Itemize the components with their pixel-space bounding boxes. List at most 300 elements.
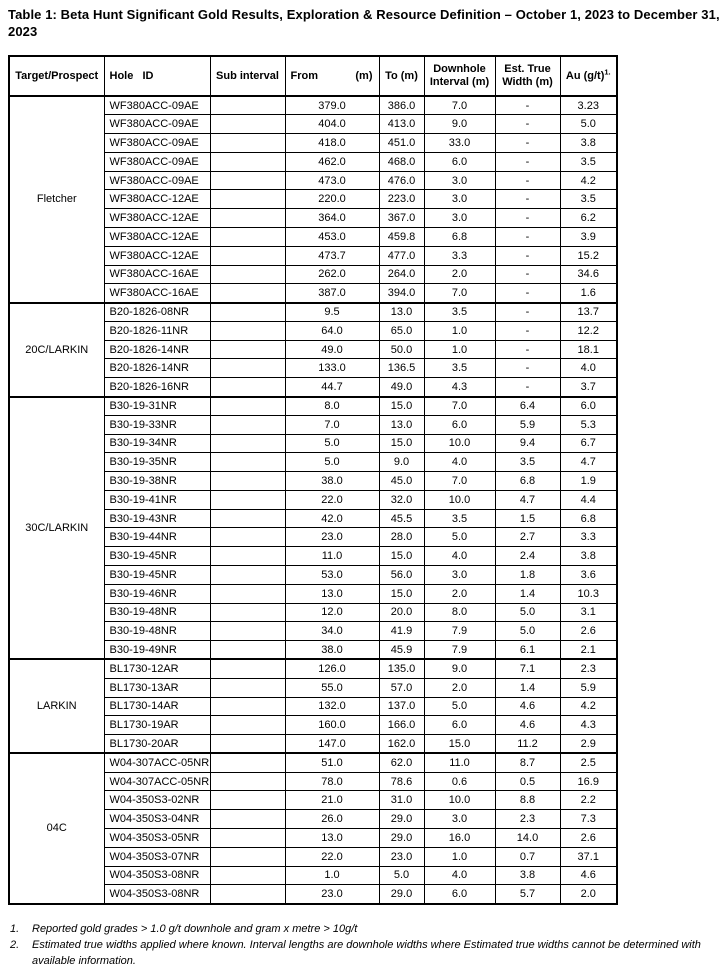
- cell-au: 3.8: [560, 547, 617, 566]
- cell-to: 135.0: [379, 659, 424, 678]
- cell-downhole-interval: 10.0: [424, 791, 495, 810]
- cell-sub-interval: [210, 566, 285, 585]
- cell-to: 29.0: [379, 810, 424, 829]
- cell-est-true-width: -: [495, 134, 560, 153]
- cell-sub-interval: [210, 303, 285, 322]
- cell-au: 3.9: [560, 227, 617, 246]
- header-to: To (m): [379, 56, 424, 96]
- cell-downhole-interval: 1.0: [424, 847, 495, 866]
- cell-downhole-interval: 3.5: [424, 509, 495, 528]
- cell-hole-id: WF380ACC-09AE: [104, 171, 210, 190]
- cell-hole-id: WF380ACC-12AE: [104, 246, 210, 265]
- cell-est-true-width: 5.0: [495, 603, 560, 622]
- cell-downhole-interval: 11.0: [424, 753, 495, 772]
- cell-downhole-interval: 7.0: [424, 96, 495, 115]
- header-downhole-interval: Downhole Interval (m): [424, 56, 495, 96]
- cell-hole-id: B20-1826-08NR: [104, 303, 210, 322]
- cell-from: 133.0: [285, 359, 379, 378]
- cell-hole-id: WF380ACC-12AE: [104, 190, 210, 209]
- cell-sub-interval: [210, 847, 285, 866]
- cell-to: 45.0: [379, 472, 424, 491]
- footnote-2: [10, 937, 718, 969]
- cell-au: 7.3: [560, 810, 617, 829]
- cell-downhole-interval: 7.0: [424, 397, 495, 416]
- cell-downhole-interval: 9.0: [424, 659, 495, 678]
- cell-downhole-interval: 3.0: [424, 190, 495, 209]
- cell-from: 34.0: [285, 622, 379, 641]
- cell-to: 45.5: [379, 509, 424, 528]
- cell-to: 20.0: [379, 603, 424, 622]
- cell-to: 9.0: [379, 453, 424, 472]
- cell-est-true-width: 2.7: [495, 528, 560, 547]
- cell-downhole-interval: 10.0: [424, 434, 495, 453]
- cell-to: 62.0: [379, 753, 424, 772]
- cell-from: 13.0: [285, 828, 379, 847]
- cell-hole-id: B30-19-46NR: [104, 584, 210, 603]
- footnote-number: 1.: [10, 923, 20, 935]
- cell-hole-id: BL1730-14AR: [104, 697, 210, 716]
- cell-au: 2.2: [560, 791, 617, 810]
- cell-sub-interval: [210, 791, 285, 810]
- cell-au: 6.2: [560, 209, 617, 228]
- cell-downhole-interval: 10.0: [424, 490, 495, 509]
- cell-downhole-interval: 33.0: [424, 134, 495, 153]
- cell-est-true-width: 6.8: [495, 472, 560, 491]
- cell-est-true-width: -: [495, 190, 560, 209]
- cell-to: 29.0: [379, 828, 424, 847]
- cell-sub-interval: [210, 735, 285, 754]
- cell-au: 3.7: [560, 378, 617, 397]
- cell-from: 64.0: [285, 321, 379, 340]
- cell-hole-id: WF380ACC-12AE: [104, 227, 210, 246]
- cell-sub-interval: [210, 152, 285, 171]
- cell-from: 9.5: [285, 303, 379, 322]
- cell-hole-id: W04-350S3-08NR: [104, 866, 210, 885]
- cell-est-true-width: -: [495, 340, 560, 359]
- cell-downhole-interval: 16.0: [424, 828, 495, 847]
- cell-downhole-interval: 8.0: [424, 603, 495, 622]
- cell-to: 56.0: [379, 566, 424, 585]
- cell-downhole-interval: 6.0: [424, 885, 495, 904]
- cell-to: 15.0: [379, 397, 424, 416]
- cell-sub-interval: [210, 190, 285, 209]
- cell-sub-interval: [210, 340, 285, 359]
- cell-from: 21.0: [285, 791, 379, 810]
- cell-au: 2.3: [560, 659, 617, 678]
- table-row: [9, 659, 617, 678]
- cell-sub-interval: [210, 415, 285, 434]
- cell-au: 6.8: [560, 509, 617, 528]
- results-table: [8, 55, 618, 905]
- cell-to: 15.0: [379, 434, 424, 453]
- cell-sub-interval: [210, 246, 285, 265]
- cell-au: 1.9: [560, 472, 617, 491]
- cell-from: 404.0: [285, 115, 379, 134]
- cell-sub-interval: [210, 622, 285, 641]
- cell-sub-interval: [210, 603, 285, 622]
- cell-to: 15.0: [379, 547, 424, 566]
- cell-hole-id: WF380ACC-12AE: [104, 209, 210, 228]
- cell-hole-id: B30-19-31NR: [104, 397, 210, 416]
- cell-to: 5.0: [379, 866, 424, 885]
- cell-est-true-width: -: [495, 321, 560, 340]
- cell-to: 49.0: [379, 378, 424, 397]
- cell-downhole-interval: 5.0: [424, 697, 495, 716]
- cell-from: 42.0: [285, 509, 379, 528]
- cell-to: 41.9: [379, 622, 424, 641]
- cell-downhole-interval: 7.0: [424, 284, 495, 303]
- cell-to: 45.9: [379, 641, 424, 660]
- cell-au: 4.2: [560, 171, 617, 190]
- cell-from: 379.0: [285, 96, 379, 115]
- cell-est-true-width: 1.8: [495, 566, 560, 585]
- cell-from: 453.0: [285, 227, 379, 246]
- cell-au: 5.0: [560, 115, 617, 134]
- header-row: [9, 56, 617, 96]
- cell-sub-interval: [210, 584, 285, 603]
- cell-sub-interval: [210, 171, 285, 190]
- cell-downhole-interval: 4.3: [424, 378, 495, 397]
- cell-au: 4.0: [560, 359, 617, 378]
- cell-from: 38.0: [285, 472, 379, 491]
- cell-downhole-interval: 3.0: [424, 810, 495, 829]
- cell-to: 50.0: [379, 340, 424, 359]
- cell-au: 16.9: [560, 772, 617, 791]
- cell-sub-interval: [210, 509, 285, 528]
- cell-au: 18.1: [560, 340, 617, 359]
- cell-from: 44.7: [285, 378, 379, 397]
- cell-sub-interval: [210, 134, 285, 153]
- cell-from: 132.0: [285, 697, 379, 716]
- cell-est-true-width: 1.4: [495, 584, 560, 603]
- cell-est-true-width: 5.9: [495, 415, 560, 434]
- cell-to: 166.0: [379, 716, 424, 735]
- cell-au: 3.23: [560, 96, 617, 115]
- cell-est-true-width: -: [495, 152, 560, 171]
- cell-est-true-width: 6.1: [495, 641, 560, 660]
- cell-est-true-width: -: [495, 359, 560, 378]
- cell-from: 220.0: [285, 190, 379, 209]
- cell-sub-interval: [210, 697, 285, 716]
- cell-hole-id: B30-19-33NR: [104, 415, 210, 434]
- cell-est-true-width: -: [495, 246, 560, 265]
- cell-est-true-width: 3.5: [495, 453, 560, 472]
- cell-to: 386.0: [379, 96, 424, 115]
- cell-hole-id: B30-19-34NR: [104, 434, 210, 453]
- footnote-marker: 1.: [604, 66, 611, 76]
- cell-downhole-interval: 6.8: [424, 227, 495, 246]
- cell-au: 4.4: [560, 490, 617, 509]
- cell-sub-interval: [210, 284, 285, 303]
- cell-sub-interval: [210, 810, 285, 829]
- cell-est-true-width: -: [495, 96, 560, 115]
- cell-from: 49.0: [285, 340, 379, 359]
- cell-au: 2.9: [560, 735, 617, 754]
- cell-hole-id: B20-1826-14NR: [104, 359, 210, 378]
- cell-est-true-width: -: [495, 209, 560, 228]
- cell-to: 459.8: [379, 227, 424, 246]
- footnote-text: Estimated true widths applied where known. Interval lengths are downhole widths where Estimated true widths cannot be determined with available information.: [32, 939, 701, 967]
- cell-from: 147.0: [285, 735, 379, 754]
- cell-from: 22.0: [285, 490, 379, 509]
- header-from-label: From: [290, 69, 318, 82]
- cell-from: 462.0: [285, 152, 379, 171]
- cell-au: 37.1: [560, 847, 617, 866]
- header-hole-id: Hole ID: [104, 56, 210, 96]
- cell-est-true-width: -: [495, 265, 560, 284]
- cell-to: 394.0: [379, 284, 424, 303]
- cell-hole-id: BL1730-13AR: [104, 678, 210, 697]
- cell-est-true-width: 0.7: [495, 847, 560, 866]
- cell-hole-id: B30-19-38NR: [104, 472, 210, 491]
- cell-downhole-interval: 3.5: [424, 359, 495, 378]
- cell-sub-interval: [210, 547, 285, 566]
- cell-sub-interval: [210, 227, 285, 246]
- cell-downhole-interval: 6.0: [424, 415, 495, 434]
- cell-au: 2.6: [560, 828, 617, 847]
- cell-downhole-interval: 3.0: [424, 171, 495, 190]
- cell-au: 3.1: [560, 603, 617, 622]
- cell-sub-interval: [210, 641, 285, 660]
- cell-target-prospect: 04C: [9, 753, 104, 903]
- cell-hole-id: B30-19-45NR: [104, 547, 210, 566]
- cell-est-true-width: 5.0: [495, 622, 560, 641]
- cell-sub-interval: [210, 753, 285, 772]
- cell-hole-id: WF380ACC-09AE: [104, 134, 210, 153]
- cell-sub-interval: [210, 397, 285, 416]
- cell-sub-interval: [210, 378, 285, 397]
- cell-sub-interval: [210, 885, 285, 904]
- cell-hole-id: B30-19-43NR: [104, 509, 210, 528]
- cell-est-true-width: -: [495, 115, 560, 134]
- cell-est-true-width: 5.7: [495, 885, 560, 904]
- cell-est-true-width: 8.7: [495, 753, 560, 772]
- table-row: [9, 397, 617, 416]
- cell-au: 12.2: [560, 321, 617, 340]
- cell-from: 23.0: [285, 885, 379, 904]
- cell-to: 468.0: [379, 152, 424, 171]
- cell-hole-id: W04-350S3-07NR: [104, 847, 210, 866]
- cell-downhole-interval: 5.0: [424, 528, 495, 547]
- cell-downhole-interval: 4.0: [424, 547, 495, 566]
- cell-downhole-interval: 1.0: [424, 321, 495, 340]
- cell-hole-id: B30-19-44NR: [104, 528, 210, 547]
- cell-au: 2.1: [560, 641, 617, 660]
- cell-sub-interval: [210, 115, 285, 134]
- cell-hole-id: W04-350S3-02NR: [104, 791, 210, 810]
- cell-hole-id: WF380ACC-09AE: [104, 115, 210, 134]
- cell-to: 13.0: [379, 415, 424, 434]
- cell-au: 5.9: [560, 678, 617, 697]
- cell-sub-interval: [210, 490, 285, 509]
- cell-to: 57.0: [379, 678, 424, 697]
- cell-to: 137.0: [379, 697, 424, 716]
- cell-hole-id: B20-1826-16NR: [104, 378, 210, 397]
- cell-downhole-interval: 7.9: [424, 641, 495, 660]
- cell-from: 473.7: [285, 246, 379, 265]
- cell-downhole-interval: 2.0: [424, 584, 495, 603]
- cell-est-true-width: -: [495, 227, 560, 246]
- cell-est-true-width: 14.0: [495, 828, 560, 847]
- cell-from: 126.0: [285, 659, 379, 678]
- cell-target-prospect: LARKIN: [9, 659, 104, 753]
- cell-hole-id: B30-19-41NR: [104, 490, 210, 509]
- cell-hole-id: WF380ACC-09AE: [104, 152, 210, 171]
- cell-est-true-width: -: [495, 171, 560, 190]
- header-sub-interval: Sub interval: [210, 56, 285, 96]
- cell-hole-id: BL1730-19AR: [104, 716, 210, 735]
- cell-est-true-width: -: [495, 284, 560, 303]
- cell-hole-id: W04-350S3-08NR: [104, 885, 210, 904]
- cell-sub-interval: [210, 528, 285, 547]
- cell-sub-interval: [210, 828, 285, 847]
- cell-hole-id: WF380ACC-16AE: [104, 265, 210, 284]
- cell-est-true-width: 3.8: [495, 866, 560, 885]
- cell-sub-interval: [210, 453, 285, 472]
- cell-au: 15.2: [560, 246, 617, 265]
- cell-target-prospect: 30C/LARKIN: [9, 397, 104, 660]
- cell-from: 387.0: [285, 284, 379, 303]
- cell-to: 23.0: [379, 847, 424, 866]
- cell-downhole-interval: 3.0: [424, 566, 495, 585]
- cell-est-true-width: 8.8: [495, 791, 560, 810]
- cell-hole-id: B30-19-48NR: [104, 622, 210, 641]
- cell-au: 4.6: [560, 866, 617, 885]
- cell-downhole-interval: 3.3: [424, 246, 495, 265]
- cell-au: 3.3: [560, 528, 617, 547]
- cell-est-true-width: 1.5: [495, 509, 560, 528]
- cell-downhole-interval: 4.0: [424, 453, 495, 472]
- cell-est-true-width: 4.6: [495, 697, 560, 716]
- header-au-label: Au (g/t): [565, 69, 605, 82]
- cell-est-true-width: 7.1: [495, 659, 560, 678]
- cell-au: 2.6: [560, 622, 617, 641]
- cell-est-true-width: 0.5: [495, 772, 560, 791]
- cell-from: 38.0: [285, 641, 379, 660]
- cell-hole-id: BL1730-12AR: [104, 659, 210, 678]
- cell-sub-interval: [210, 659, 285, 678]
- cell-to: 13.0: [379, 303, 424, 322]
- cell-from: 12.0: [285, 603, 379, 622]
- cell-from: 1.0: [285, 866, 379, 885]
- cell-to: 223.0: [379, 190, 424, 209]
- cell-from: 473.0: [285, 171, 379, 190]
- cell-from: 53.0: [285, 566, 379, 585]
- cell-au: 13.7: [560, 303, 617, 322]
- cell-sub-interval: [210, 434, 285, 453]
- cell-to: 78.6: [379, 772, 424, 791]
- cell-sub-interval: [210, 716, 285, 735]
- table-row: [9, 753, 617, 772]
- footnotes: [10, 921, 718, 969]
- cell-to: 162.0: [379, 735, 424, 754]
- cell-au: 3.5: [560, 152, 617, 171]
- cell-hole-id: W04-307ACC-05NR: [104, 772, 210, 791]
- cell-sub-interval: [210, 321, 285, 340]
- cell-to: 413.0: [379, 115, 424, 134]
- cell-au: 3.6: [560, 566, 617, 585]
- cell-from: 78.0: [285, 772, 379, 791]
- cell-au: 34.6: [560, 265, 617, 284]
- cell-from: 22.0: [285, 847, 379, 866]
- cell-est-true-width: 2.3: [495, 810, 560, 829]
- cell-to: 65.0: [379, 321, 424, 340]
- cell-to: 136.5: [379, 359, 424, 378]
- table-header: [9, 56, 617, 96]
- cell-downhole-interval: 3.5: [424, 303, 495, 322]
- footnote-1: [10, 921, 718, 937]
- cell-from: 23.0: [285, 528, 379, 547]
- header-est-true-width: Est. True Width (m): [495, 56, 560, 96]
- cell-est-true-width: 11.2: [495, 735, 560, 754]
- cell-downhole-interval: 7.0: [424, 472, 495, 491]
- cell-downhole-interval: 2.0: [424, 678, 495, 697]
- cell-from: 7.0: [285, 415, 379, 434]
- cell-hole-id: W04-350S3-05NR: [104, 828, 210, 847]
- cell-est-true-width: 4.7: [495, 490, 560, 509]
- cell-sub-interval: [210, 209, 285, 228]
- cell-est-true-width: 1.4: [495, 678, 560, 697]
- cell-sub-interval: [210, 96, 285, 115]
- cell-au: 2.5: [560, 753, 617, 772]
- table-row: [9, 96, 617, 115]
- cell-to: 32.0: [379, 490, 424, 509]
- cell-hole-id: B30-19-35NR: [104, 453, 210, 472]
- cell-au: 10.3: [560, 584, 617, 603]
- header-from-unit: (m): [355, 69, 373, 82]
- cell-downhole-interval: 6.0: [424, 152, 495, 171]
- cell-to: 29.0: [379, 885, 424, 904]
- footnote-text: Reported gold grades > 1.0 g/t downhole and gram x metre > 10g/t: [32, 923, 358, 935]
- cell-downhole-interval: 2.0: [424, 265, 495, 284]
- cell-target-prospect: Fletcher: [9, 96, 104, 303]
- header-target-prospect: Target/Prospect: [9, 56, 104, 96]
- cell-est-true-width: 4.6: [495, 716, 560, 735]
- cell-sub-interval: [210, 359, 285, 378]
- cell-target-prospect: 20C/LARKIN: [9, 303, 104, 397]
- header-from: [285, 56, 379, 96]
- cell-au: 6.7: [560, 434, 617, 453]
- header-au: [560, 56, 617, 96]
- cell-au: 2.0: [560, 885, 617, 904]
- cell-from: 364.0: [285, 209, 379, 228]
- cell-est-true-width: 2.4: [495, 547, 560, 566]
- cell-to: 367.0: [379, 209, 424, 228]
- cell-sub-interval: [210, 678, 285, 697]
- cell-au: 3.8: [560, 134, 617, 153]
- cell-from: 13.0: [285, 584, 379, 603]
- cell-hole-id: B30-19-49NR: [104, 641, 210, 660]
- cell-downhole-interval: 6.0: [424, 716, 495, 735]
- cell-from: 418.0: [285, 134, 379, 153]
- cell-from: 51.0: [285, 753, 379, 772]
- cell-hole-id: W04-307ACC-05NR: [104, 753, 210, 772]
- cell-est-true-width: -: [495, 303, 560, 322]
- cell-to: 28.0: [379, 528, 424, 547]
- cell-downhole-interval: 15.0: [424, 735, 495, 754]
- cell-downhole-interval: 4.0: [424, 866, 495, 885]
- cell-to: 476.0: [379, 171, 424, 190]
- cell-sub-interval: [210, 472, 285, 491]
- cell-from: 262.0: [285, 265, 379, 284]
- cell-au: 3.5: [560, 190, 617, 209]
- cell-sub-interval: [210, 265, 285, 284]
- cell-sub-interval: [210, 866, 285, 885]
- cell-sub-interval: [210, 772, 285, 791]
- cell-downhole-interval: 3.0: [424, 209, 495, 228]
- cell-au: 6.0: [560, 397, 617, 416]
- cell-au: 1.6: [560, 284, 617, 303]
